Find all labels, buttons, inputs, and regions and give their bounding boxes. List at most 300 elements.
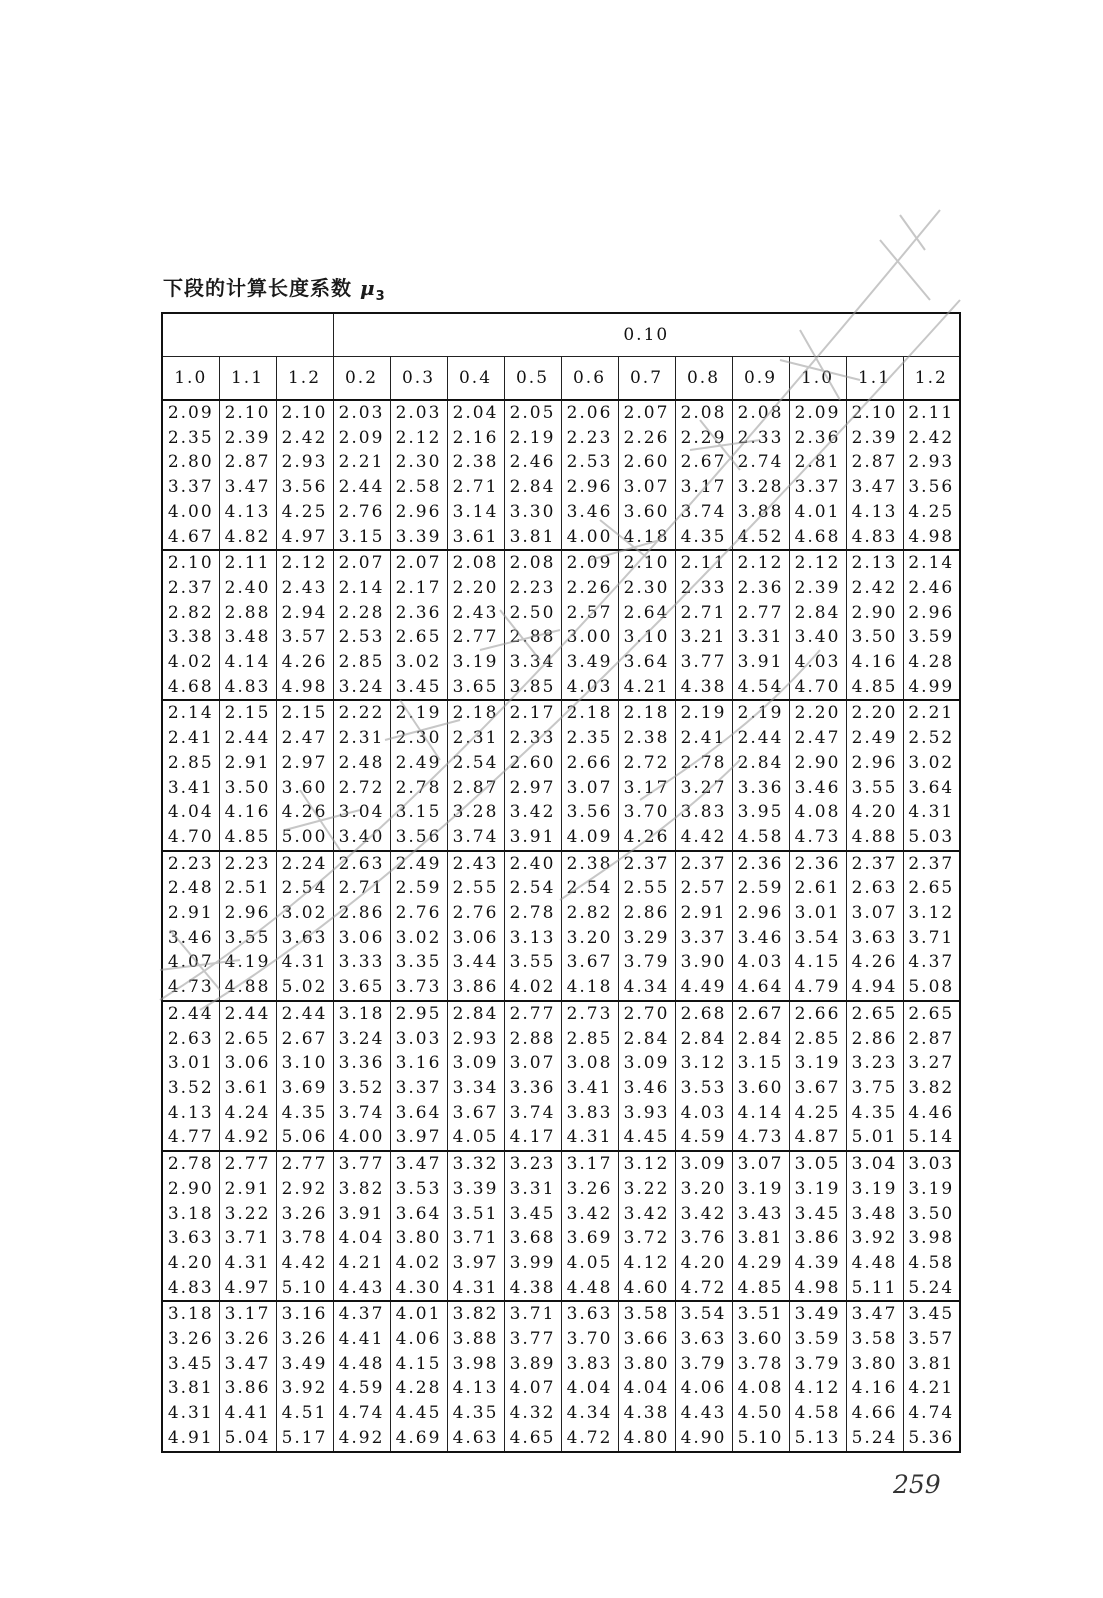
table-cell: 4.85 [846, 675, 903, 701]
table-cell: 2.90 [789, 751, 846, 776]
table-cell: 3.07 [846, 901, 903, 926]
table-cell: 3.93 [618, 1101, 675, 1126]
table-cell: 4.37 [333, 1301, 390, 1327]
table-cell: 2.46 [504, 450, 561, 475]
table-cell: 4.72 [675, 1276, 732, 1302]
table-cell: 3.45 [504, 1202, 561, 1227]
table-cell: 2.71 [447, 475, 504, 500]
table-cell: 2.96 [219, 901, 276, 926]
table-cell: 2.10 [276, 400, 333, 426]
table-cell: 2.65 [903, 1001, 960, 1027]
table-cell: 4.49 [675, 975, 732, 1001]
table-cell: 3.38 [162, 625, 219, 650]
table-cell: 2.23 [219, 851, 276, 877]
table-cell: 2.44 [162, 1001, 219, 1027]
table-cell: 2.44 [732, 726, 789, 751]
table-cell: 3.48 [846, 1202, 903, 1227]
table-cell: 2.36 [732, 576, 789, 601]
table-cell: 4.12 [618, 1251, 675, 1276]
table-cell: 4.68 [162, 675, 219, 701]
table-cell: 2.77 [276, 1151, 333, 1177]
table-cell: 3.52 [333, 1076, 390, 1101]
column-header: 0.7 [618, 357, 675, 401]
table-cell: 4.20 [162, 1251, 219, 1276]
column-header: 0.5 [504, 357, 561, 401]
table-cell: 3.37 [789, 475, 846, 500]
table-cell: 4.70 [789, 675, 846, 701]
table-cell: 4.73 [789, 825, 846, 851]
watermark-stroke [880, 215, 930, 300]
table-cell: 3.02 [276, 901, 333, 926]
table-cell: 4.69 [390, 1426, 447, 1452]
header-span-cell: 0.10 [333, 313, 960, 357]
table-cell: 2.76 [447, 901, 504, 926]
table-cell: 2.11 [903, 400, 960, 426]
table-cell: 3.09 [675, 1151, 732, 1177]
table-row [162, 450, 960, 475]
table-cell: 4.82 [219, 525, 276, 551]
table-cell: 2.30 [390, 726, 447, 751]
table-cell: 2.43 [447, 851, 504, 877]
table-cell: 2.91 [675, 901, 732, 926]
table-cell: 2.87 [219, 450, 276, 475]
table-cell: 3.26 [561, 1177, 618, 1202]
table-cell: 3.18 [333, 1001, 390, 1027]
table-cell: 3.26 [276, 1327, 333, 1352]
table-cell: 4.41 [219, 1401, 276, 1426]
table-cell: 3.86 [789, 1226, 846, 1251]
table-cell: 2.65 [846, 1001, 903, 1027]
table-cell: 3.15 [333, 525, 390, 551]
table-cell: 3.58 [846, 1327, 903, 1352]
table-cell: 4.59 [675, 1125, 732, 1151]
table-cell: 3.02 [903, 751, 960, 776]
table-cell: 2.07 [390, 550, 447, 576]
table-row [162, 675, 960, 701]
table-cell: 3.35 [390, 950, 447, 975]
table-cell: 3.40 [789, 625, 846, 650]
table-cell: 4.94 [846, 975, 903, 1001]
table-cell: 3.26 [276, 1202, 333, 1227]
table-cell: 2.37 [675, 851, 732, 877]
table-cell: 2.38 [618, 726, 675, 751]
table-cell: 4.98 [903, 525, 960, 551]
table-cell: 3.95 [732, 800, 789, 825]
table-cell: 3.01 [162, 1051, 219, 1076]
table-cell: 2.86 [333, 901, 390, 926]
table-cell: 3.19 [789, 1177, 846, 1202]
table-cell: 3.55 [219, 926, 276, 951]
table-cell: 4.26 [618, 825, 675, 851]
table-cell: 5.02 [276, 975, 333, 1001]
table-cell: 2.70 [618, 1001, 675, 1027]
table-cell: 3.18 [162, 1301, 219, 1327]
table-cell: 2.60 [504, 751, 561, 776]
table-cell: 2.49 [846, 726, 903, 751]
table-cell: 3.45 [390, 675, 447, 701]
table-cell: 2.41 [162, 726, 219, 751]
table-cell: 4.18 [618, 525, 675, 551]
table-cell: 2.91 [219, 1177, 276, 1202]
table-cell: 3.19 [789, 1051, 846, 1076]
table-cell: 2.77 [447, 625, 504, 650]
table-cell: 2.42 [846, 576, 903, 601]
table-cell: 3.05 [789, 1151, 846, 1177]
table-cell: 2.13 [846, 550, 903, 576]
table-cell: 3.16 [276, 1301, 333, 1327]
table-cell: 2.77 [504, 1001, 561, 1027]
table-cell: 3.69 [276, 1076, 333, 1101]
table-cell: 3.67 [447, 1101, 504, 1126]
table-cell: 2.82 [162, 601, 219, 626]
table-cell: 2.93 [447, 1027, 504, 1052]
table-cell: 3.65 [447, 675, 504, 701]
table-cell: 3.83 [675, 800, 732, 825]
table-cell: 3.37 [162, 475, 219, 500]
table-cell: 2.26 [618, 426, 675, 451]
table-cell: 3.26 [219, 1327, 276, 1352]
table-row [162, 475, 960, 500]
table-cell: 2.42 [276, 426, 333, 451]
table-cell: 4.83 [162, 1276, 219, 1302]
table-cell: 4.63 [447, 1426, 504, 1452]
table-row [162, 876, 960, 901]
table-cell: 3.79 [675, 1352, 732, 1377]
table-cell: 3.20 [675, 1177, 732, 1202]
table-cell: 3.15 [732, 1051, 789, 1076]
table-row [162, 576, 960, 601]
table-cell: 3.81 [903, 1352, 960, 1377]
table-cell: 2.06 [561, 400, 618, 426]
table-cell: 2.86 [618, 901, 675, 926]
table-cell: 3.50 [846, 625, 903, 650]
table-cell: 4.31 [561, 1125, 618, 1151]
table-cell: 3.27 [903, 1051, 960, 1076]
table-row [162, 800, 960, 825]
table-cell: 4.07 [504, 1376, 561, 1401]
table-cell: 4.38 [618, 1401, 675, 1426]
table-cell: 2.08 [504, 550, 561, 576]
table-cell: 3.64 [390, 1101, 447, 1126]
table-cell: 2.52 [903, 726, 960, 751]
table-row [162, 550, 960, 576]
table-cell: 2.67 [732, 1001, 789, 1027]
table-cell: 4.52 [732, 525, 789, 551]
column-header: 1.2 [276, 357, 333, 401]
table-cell: 4.85 [219, 825, 276, 851]
table-cell: 3.45 [903, 1301, 960, 1327]
table-cell: 3.64 [390, 1202, 447, 1227]
column-header: 0.8 [675, 357, 732, 401]
table-cell: 5.10 [732, 1426, 789, 1452]
table-cell: 2.07 [333, 550, 390, 576]
table-cell: 4.02 [504, 975, 561, 1001]
table-cell: 2.94 [276, 601, 333, 626]
table-cell: 2.36 [732, 851, 789, 877]
table-cell: 2.36 [789, 851, 846, 877]
table-cell: 3.42 [618, 1202, 675, 1227]
table-cell: 4.98 [789, 1276, 846, 1302]
table-cell: 2.54 [276, 876, 333, 901]
table-row [162, 1401, 960, 1426]
table-cell: 3.82 [903, 1076, 960, 1101]
table-cell: 2.15 [219, 700, 276, 726]
table-cell: 2.84 [504, 475, 561, 500]
table-cell: 3.36 [333, 1051, 390, 1076]
table-cell: 3.46 [561, 500, 618, 525]
table-cell: 3.29 [618, 926, 675, 951]
table-cell: 3.77 [333, 1151, 390, 1177]
table-cell: 3.17 [219, 1301, 276, 1327]
table-cell: 3.19 [903, 1177, 960, 1202]
table-cell: 5.17 [276, 1426, 333, 1452]
table-cell: 3.28 [732, 475, 789, 500]
table-row [162, 1001, 960, 1027]
column-header: 0.2 [333, 357, 390, 401]
table-cell: 4.04 [561, 1376, 618, 1401]
table-cell: 2.78 [162, 1151, 219, 1177]
table-cell: 4.01 [789, 500, 846, 525]
table-cell: 3.19 [447, 650, 504, 675]
table-cell: 4.58 [789, 1401, 846, 1426]
table-cell: 2.18 [561, 700, 618, 726]
table-cell: 3.23 [504, 1151, 561, 1177]
table-cell: 4.14 [219, 650, 276, 675]
table-cell: 3.04 [846, 1151, 903, 1177]
table-cell: 3.48 [219, 625, 276, 650]
table-cell: 3.78 [732, 1352, 789, 1377]
table-cell: 4.85 [732, 1276, 789, 1302]
table-cell: 2.33 [504, 726, 561, 751]
table-cell: 4.38 [675, 675, 732, 701]
table-cell: 4.06 [390, 1327, 447, 1352]
table-cell: 4.04 [618, 1376, 675, 1401]
table-cell: 2.43 [276, 576, 333, 601]
table-cell: 2.44 [333, 475, 390, 500]
table-cell: 3.99 [504, 1251, 561, 1276]
table-cell: 2.16 [447, 426, 504, 451]
table-cell: 4.00 [561, 525, 618, 551]
table-row [162, 1125, 960, 1151]
table-cell: 3.63 [561, 1301, 618, 1327]
table-cell: 2.38 [447, 450, 504, 475]
table-cell: 2.63 [333, 851, 390, 877]
table-cell: 2.73 [561, 1001, 618, 1027]
table-cell: 4.32 [504, 1401, 561, 1426]
mu-symbol: μ [359, 276, 376, 300]
table-cell: 2.88 [504, 625, 561, 650]
table-cell: 4.24 [219, 1101, 276, 1126]
table-cell: 3.71 [903, 926, 960, 951]
table-cell: 2.87 [903, 1027, 960, 1052]
column-header: 1.2 [903, 357, 960, 401]
table-cell: 3.18 [162, 1202, 219, 1227]
table-cell: 2.19 [390, 700, 447, 726]
table-cell: 2.08 [675, 400, 732, 426]
table-row [162, 1276, 960, 1302]
table-row [162, 1226, 960, 1251]
table-row [162, 1076, 960, 1101]
table-cell: 3.77 [675, 650, 732, 675]
table-row [162, 400, 960, 426]
table-cell: 4.74 [903, 1401, 960, 1426]
table-cell: 4.07 [162, 950, 219, 975]
table-cell: 3.86 [447, 975, 504, 1001]
table-cell: 3.80 [618, 1352, 675, 1377]
mu-subscript: 3 [375, 289, 386, 304]
table-cell: 3.89 [504, 1352, 561, 1377]
table-cell: 2.09 [333, 426, 390, 451]
table-cell: 4.28 [903, 650, 960, 675]
table-cell: 3.60 [276, 776, 333, 801]
table-cell: 4.67 [162, 525, 219, 551]
table-cell: 3.88 [732, 500, 789, 525]
table-title [163, 272, 386, 304]
table-cell: 3.34 [504, 650, 561, 675]
table-row [162, 1301, 960, 1327]
table-cell: 4.15 [789, 950, 846, 975]
table-cell: 2.37 [618, 851, 675, 877]
table-cell: 2.04 [447, 400, 504, 426]
table-cell: 3.64 [618, 650, 675, 675]
table-cell: 4.48 [333, 1352, 390, 1377]
table-cell: 3.17 [675, 475, 732, 500]
table-cell: 2.33 [675, 576, 732, 601]
table-cell: 3.56 [390, 825, 447, 851]
table-cell: 2.47 [789, 726, 846, 751]
table-cell: 2.15 [276, 700, 333, 726]
table-cell: 3.82 [447, 1301, 504, 1327]
table-cell: 4.31 [447, 1276, 504, 1302]
table-cell: 2.68 [675, 1001, 732, 1027]
table-cell: 4.28 [390, 1376, 447, 1401]
table-cell: 2.59 [732, 876, 789, 901]
table-cell: 2.23 [504, 576, 561, 601]
table-cell: 5.00 [276, 825, 333, 851]
table-row [162, 1101, 960, 1126]
column-header: 1.0 [162, 357, 219, 401]
table-title-text: 下段的计算长度系数 [163, 276, 352, 300]
table-cell: 4.20 [846, 800, 903, 825]
table-cell: 4.26 [846, 950, 903, 975]
table-cell: 2.74 [732, 450, 789, 475]
table-cell: 2.07 [618, 400, 675, 426]
table-cell: 4.79 [789, 975, 846, 1001]
table-cell: 3.56 [276, 475, 333, 500]
table-cell: 3.43 [732, 1202, 789, 1227]
table-cell: 3.20 [561, 926, 618, 951]
table-cell: 3.49 [789, 1301, 846, 1327]
table-cell: 4.91 [162, 1426, 219, 1452]
table-cell: 3.47 [846, 475, 903, 500]
table-cell: 5.11 [846, 1276, 903, 1302]
table-row [162, 601, 960, 626]
table-cell: 3.73 [390, 975, 447, 1001]
table-cell: 5.10 [276, 1276, 333, 1302]
table-row [162, 1177, 960, 1202]
table-cell: 3.46 [732, 926, 789, 951]
table-cell: 2.23 [162, 851, 219, 877]
table-cell: 3.67 [789, 1076, 846, 1101]
table-row [162, 825, 960, 851]
table-cell: 2.24 [276, 851, 333, 877]
table-cell: 4.51 [276, 1401, 333, 1426]
table-cell: 2.90 [846, 601, 903, 626]
table-cell: 3.07 [504, 1051, 561, 1076]
table-cell: 3.63 [276, 926, 333, 951]
table-cell: 4.97 [219, 1276, 276, 1302]
table-cell: 2.65 [219, 1027, 276, 1052]
table-cell: 2.82 [561, 901, 618, 926]
table-cell: 3.66 [618, 1327, 675, 1352]
table-cell: 4.74 [333, 1401, 390, 1426]
table-cell: 3.50 [903, 1202, 960, 1227]
table-cell: 4.42 [276, 1251, 333, 1276]
table-cell: 2.60 [618, 450, 675, 475]
table-row [162, 1251, 960, 1276]
table-row [162, 901, 960, 926]
table-cell: 3.26 [162, 1327, 219, 1352]
table-cell: 2.19 [732, 700, 789, 726]
table-cell: 4.35 [675, 525, 732, 551]
table-cell: 3.70 [561, 1327, 618, 1352]
table-cell: 2.10 [162, 550, 219, 576]
table-cell: 3.65 [333, 975, 390, 1001]
table-cell: 4.31 [903, 800, 960, 825]
table-cell: 2.54 [561, 876, 618, 901]
table-row [162, 1426, 960, 1452]
table-cell: 4.48 [561, 1276, 618, 1302]
table-cell: 2.39 [846, 426, 903, 451]
table-cell: 3.74 [504, 1101, 561, 1126]
table-cell: 3.37 [390, 1076, 447, 1101]
table-cell: 2.55 [447, 876, 504, 901]
column-header: 0.6 [561, 357, 618, 401]
table-cell: 2.31 [333, 726, 390, 751]
table-cell: 4.80 [618, 1426, 675, 1452]
table-cell: 3.81 [732, 1226, 789, 1251]
table-cell: 4.38 [504, 1276, 561, 1302]
table-cell: 4.19 [219, 950, 276, 975]
table-cell: 4.21 [903, 1376, 960, 1401]
table-cell: 3.42 [504, 800, 561, 825]
table-cell: 2.84 [732, 751, 789, 776]
table-row [162, 1376, 960, 1401]
table-cell: 3.98 [447, 1352, 504, 1377]
table-cell: 3.03 [390, 1027, 447, 1052]
table-cell: 3.15 [390, 800, 447, 825]
table-cell: 3.09 [618, 1051, 675, 1076]
table-cell: 4.72 [561, 1426, 618, 1452]
table-cell: 2.91 [162, 901, 219, 926]
table-cell: 4.64 [732, 975, 789, 1001]
table-cell: 3.09 [447, 1051, 504, 1076]
table-cell: 4.31 [162, 1401, 219, 1426]
table-cell: 4.16 [846, 1376, 903, 1401]
table-cell: 2.09 [162, 400, 219, 426]
table-cell: 3.12 [903, 901, 960, 926]
table-cell: 4.14 [732, 1101, 789, 1126]
table-cell: 3.46 [789, 776, 846, 801]
table-cell: 3.69 [561, 1226, 618, 1251]
table-cell: 2.35 [162, 426, 219, 451]
table-cell: 3.06 [447, 926, 504, 951]
table-cell: 2.08 [732, 400, 789, 426]
table-cell: 3.74 [447, 825, 504, 851]
table-cell: 2.14 [333, 576, 390, 601]
table-cell: 2.18 [447, 700, 504, 726]
table-cell: 4.59 [333, 1376, 390, 1401]
